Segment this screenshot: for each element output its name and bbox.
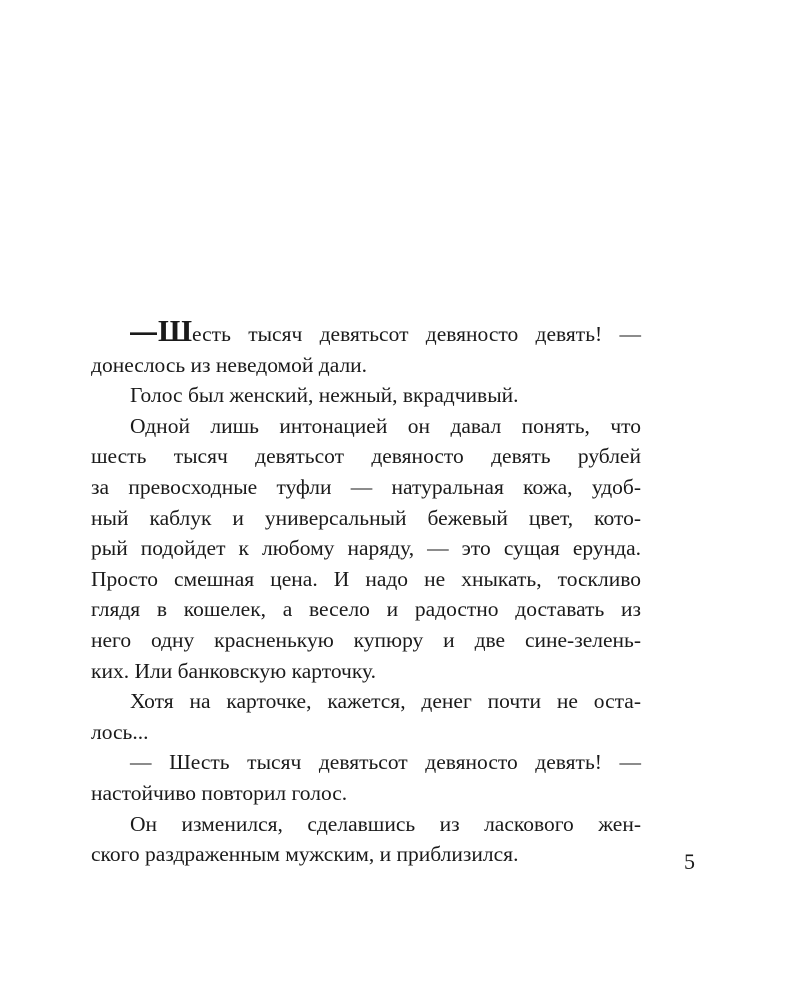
drop-cap-letter: Ш: [158, 313, 193, 348]
text-line: глядя в кошелек, а весело и радостно доставать из: [91, 597, 641, 622]
page-number: 5: [684, 849, 695, 874]
text-line: донеслось из неведомой дали.: [91, 352, 368, 377]
text-line: ких. Или банковскую карточку.: [91, 658, 376, 683]
body-text: [91, 313, 641, 870]
text-line: настойчиво повторил голос.: [91, 780, 348, 805]
text-line: за превосходные туфли — натуральная кожа, удоб-: [91, 474, 641, 499]
text-line: Он изменился, сделавшись из ласкового жен-: [130, 811, 641, 836]
text-line: Хотя на карточке, кажется, денег почти не оста-: [130, 689, 641, 714]
text-line: — Шесть тысяч девятьсот девяносто девять! —: [130, 750, 641, 775]
text-line: Просто смешная цена. И надо не хныкать, тоскливо: [91, 566, 641, 591]
text-line: рый подойдет к любому наряду, — это сущая ерунда.: [91, 536, 641, 561]
text-line: ского раздраженным мужским, и приблизился.: [91, 842, 519, 867]
opening-line: [91, 313, 641, 350]
text-line: лось...: [91, 719, 149, 744]
text-lines: [91, 350, 641, 870]
opening-line-text: есть тысяч девятьсот девяносто девять! —: [192, 322, 641, 346]
text-line: шесть тысяч девятьсот девяносто девять рублей: [91, 444, 641, 469]
text-line: него одну красненькую купюру и две сине-зелень-: [91, 627, 641, 652]
text-line: ный каблук и универсальный бежевый цвет, кото-: [91, 505, 641, 530]
text-line: Одной лишь интонацией он давал понять, что: [130, 413, 641, 438]
opening-dash: —: [130, 317, 157, 347]
text-line: Голос был женский, нежный, вкрадчивый.: [130, 383, 519, 408]
